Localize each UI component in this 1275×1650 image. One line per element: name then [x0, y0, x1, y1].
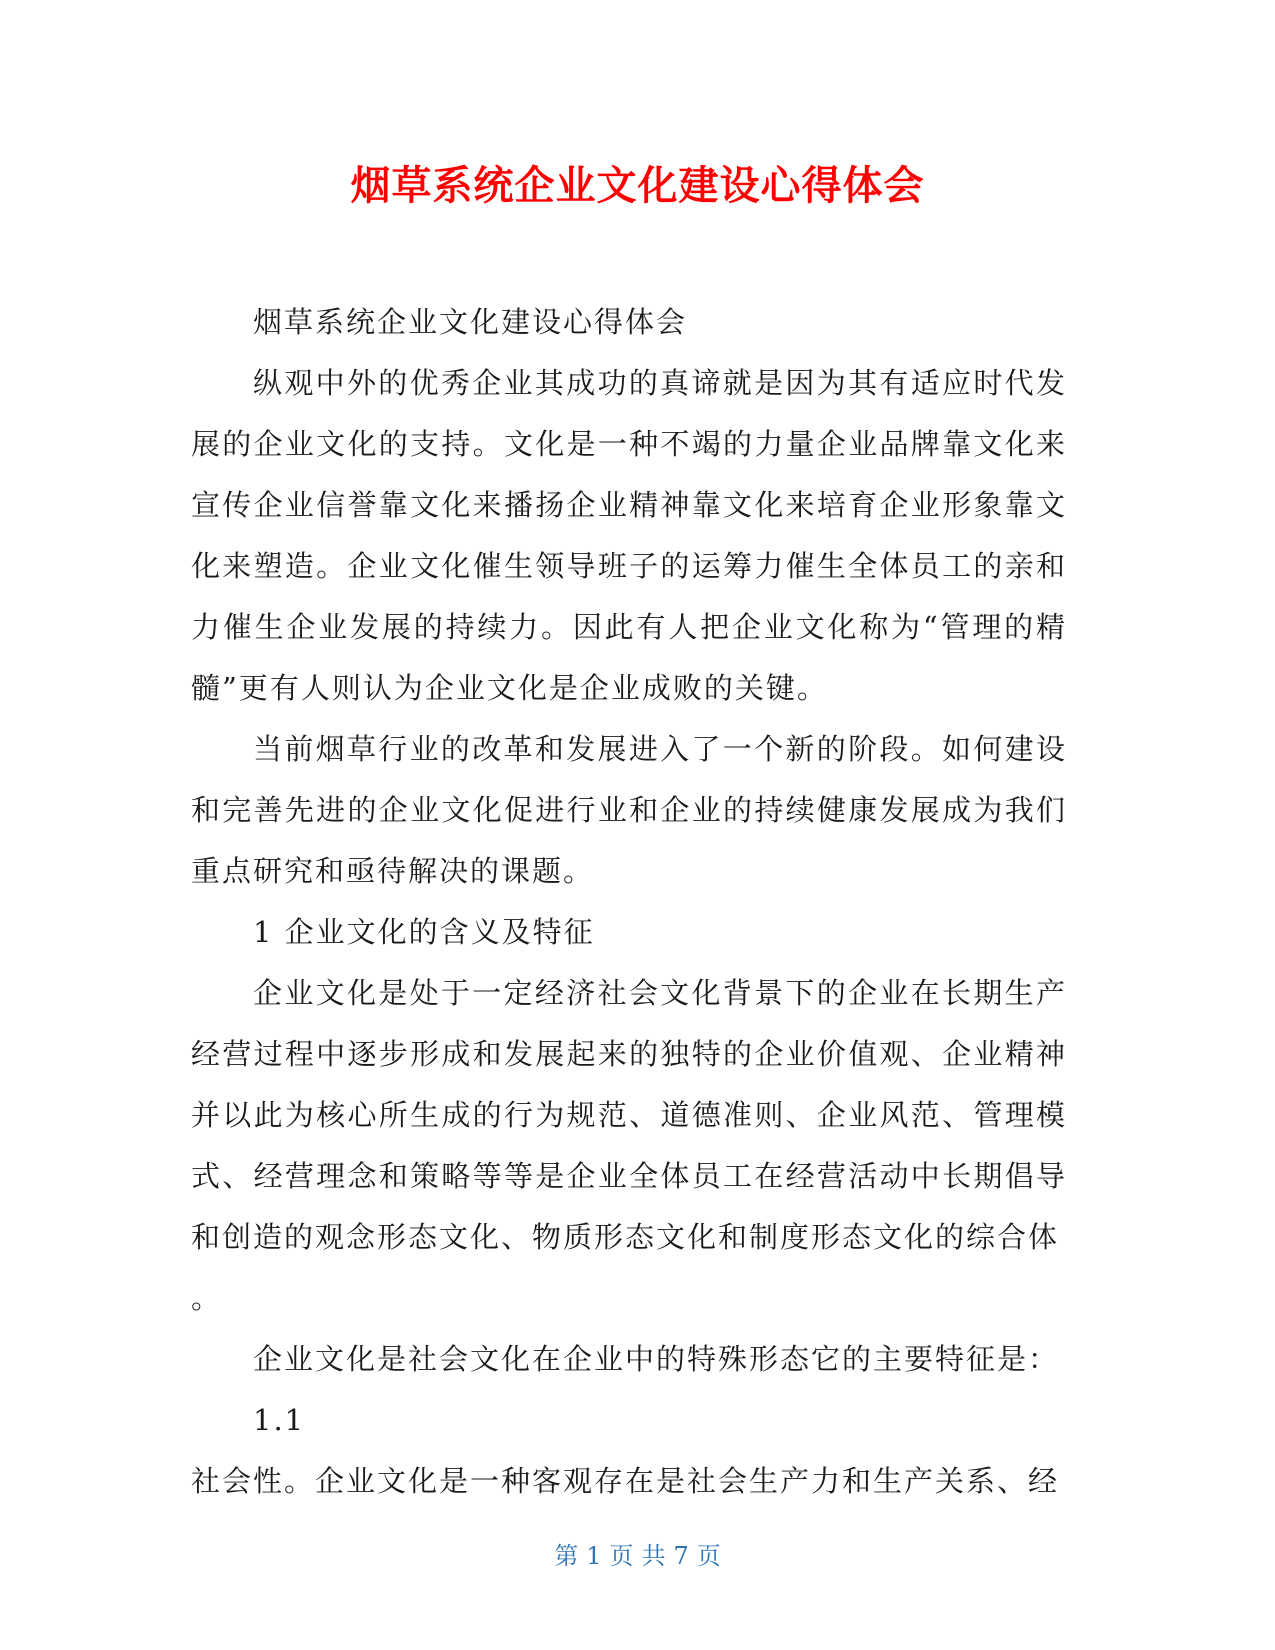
- paragraph-definition-end: 。: [191, 1281, 223, 1315]
- footer-prefix: 第: [554, 1542, 579, 1570]
- footer-page-word: 页: [609, 1542, 634, 1570]
- paragraph-current-stage: 当前烟草行业的改革和发展进入了一个新的阶段。如何建设和完善先进的企业文化促进行业和企业的持续健康发展成为我们重点研究和亟待解决的课题。: [191, 732, 1067, 888]
- section-heading-1: 1 企业文化的含义及特征: [253, 915, 595, 949]
- section-heading-1-1: 1.1: [253, 1403, 306, 1437]
- paragraph-subtitle: 烟草系统企业文化建设心得体会: [253, 305, 688, 339]
- paragraph-intro: 纵观中外的优秀企业其成功的真谛就是因为其有适应时代发展的企业文化的支持。文化是一种不竭的力量企业品牌靠文化来宣传企业信誉靠文化来播扬企业精神靠文化来培育企业形象靠文化来塑造。企业文化催生领导班子的运筹力催生全体员工的亲和力催生企业发展的持续力。因此有人把企业文化称为“管理的精髓”更有人则认为企业文化是企业成败的关键。: [191, 366, 1067, 705]
- document-title: 烟草系统企业文化建设心得体会: [350, 163, 925, 209]
- page-footer: [0, 1540, 1275, 1572]
- paragraph-social-nature: 社会性。企业文化是一种客观存在是社会生产力和生产关系、经: [191, 1464, 1060, 1498]
- document-body: [191, 292, 1067, 1512]
- footer-current-page: 1: [586, 1542, 602, 1570]
- footer-total-word: 共: [641, 1542, 666, 1570]
- footer-suffix: 页: [696, 1542, 721, 1570]
- footer-total-pages: 7: [673, 1542, 689, 1570]
- paragraph-features-intro: 企业文化是社会文化在企业中的特殊形态它的主要特征是：: [253, 1342, 1060, 1376]
- paragraph-definition: 企业文化是处于一定经济社会文化背景下的企业在长期生产经营过程中逐步形成和发展起来的独特的企业价值观、企业精神并以此为核心所生成的行为规范、道德准则、企业风范、管理模式、经营理念和策略等等是企业全体员工在经营活动中长期倡导和创造的观念形态文化、物质形态文化和制度形态文化的综合体: [191, 976, 1067, 1254]
